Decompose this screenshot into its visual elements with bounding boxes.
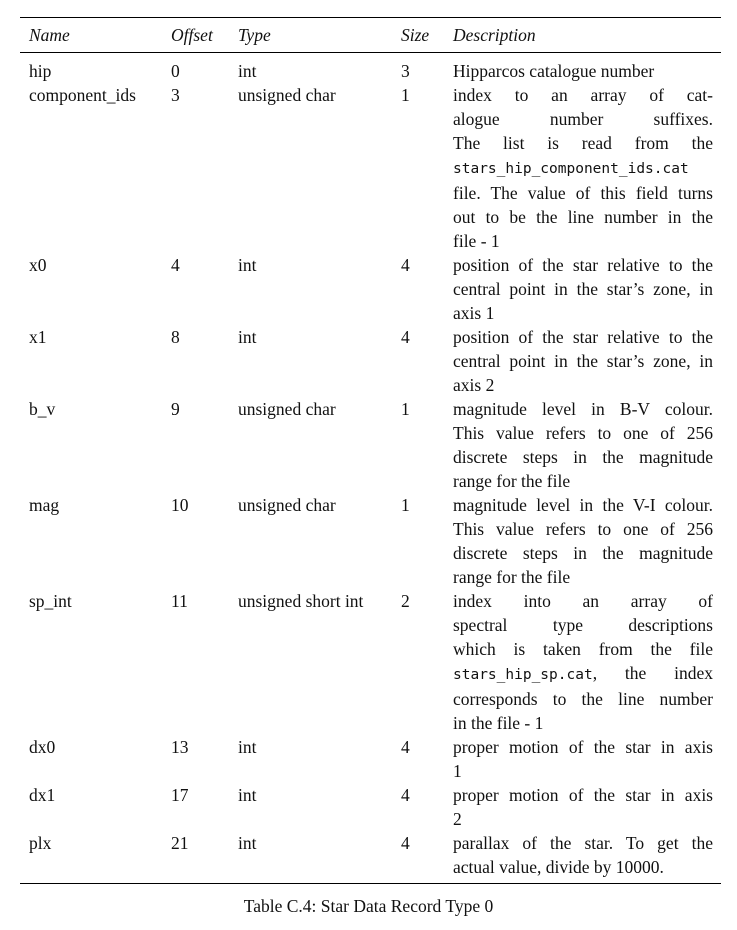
cell-size: 4 <box>401 327 410 347</box>
table-row <box>20 59 721 83</box>
cell-name: dx0 <box>29 737 56 757</box>
cell-name: dx1 <box>29 785 56 805</box>
description-line: file. The value of this field turns <box>453 183 713 203</box>
table-row <box>20 325 721 397</box>
description-line: corresponds to the line number <box>453 689 713 709</box>
cell-offset: 9 <box>171 399 180 419</box>
cell-size: 1 <box>401 85 410 105</box>
description-line: Hipparcos catalogue number <box>453 61 655 81</box>
description-line: file - 1 <box>453 231 500 251</box>
table-row <box>20 735 721 783</box>
description-line: discrete steps in the magnitude <box>453 543 713 563</box>
cell-size: 4 <box>401 255 410 275</box>
description-line: central point in the star’s zone, in <box>453 279 713 299</box>
cell-size: 4 <box>401 785 410 805</box>
table-header <box>20 18 721 53</box>
cell-offset: 4 <box>171 255 180 275</box>
description-line: The list is read from the <box>453 133 713 153</box>
description-line: axis 1 <box>453 303 495 323</box>
cell-type: int <box>238 61 257 81</box>
description-line: stars_hip_component_ids.cat <box>453 161 689 177</box>
header-type: Type <box>238 25 271 45</box>
cell-name: hip <box>29 61 52 81</box>
table-row <box>20 493 721 589</box>
description-line: range for the file <box>453 567 571 587</box>
cell-name: x0 <box>29 255 47 275</box>
cell-type: int <box>238 327 257 347</box>
description-line: index into an array of <box>453 591 713 611</box>
description-line: 1 <box>453 761 462 781</box>
cell-type: int <box>238 833 257 853</box>
cell-description <box>453 783 713 831</box>
cell-description <box>453 325 713 397</box>
header-size: Size <box>401 25 430 45</box>
cell-description <box>453 397 713 493</box>
cell-description <box>453 493 713 589</box>
header-name: Name <box>29 25 70 45</box>
description-line: stars_hip_sp.cat, the index <box>453 663 713 683</box>
cell-type: unsigned char <box>238 85 336 105</box>
description-line: axis 2 <box>453 375 495 395</box>
table-row <box>20 397 721 493</box>
cell-size: 4 <box>401 737 410 757</box>
cell-type: unsigned char <box>238 495 336 515</box>
cell-description <box>453 59 713 83</box>
cell-type: unsigned char <box>238 399 336 419</box>
table-row <box>20 783 721 831</box>
cell-name: b_v <box>29 399 56 419</box>
cell-description <box>453 831 713 879</box>
cell-name: x1 <box>29 327 47 347</box>
header-description: Description <box>453 25 536 45</box>
table-caption: Table C.4: Star Data Record Type 0 <box>243 896 494 916</box>
description-line: spectral type descriptions <box>453 615 713 635</box>
cell-offset: 0 <box>171 61 180 81</box>
description-line: This value refers to one of 256 <box>453 519 713 539</box>
cell-size: 3 <box>401 61 410 81</box>
description-line: parallax of the star. To get the <box>453 833 713 853</box>
description-line: proper motion of the star in axis <box>453 785 713 805</box>
cell-offset: 21 <box>171 833 189 853</box>
cell-description <box>453 253 713 325</box>
table-row <box>20 831 721 879</box>
table-row <box>20 589 721 735</box>
cell-type: int <box>238 785 257 805</box>
cell-size: 4 <box>401 833 410 853</box>
cell-offset: 13 <box>171 737 189 757</box>
description-line: in the file - 1 <box>453 713 544 733</box>
cell-offset: 11 <box>171 591 188 611</box>
cell-offset: 3 <box>171 85 180 105</box>
cell-size: 1 <box>401 495 410 515</box>
table-row <box>20 83 721 253</box>
cell-name: sp_int <box>29 591 72 611</box>
cell-size: 2 <box>401 591 410 611</box>
description-line: range for the file <box>453 471 571 491</box>
description-line: position of the star relative to the <box>453 255 713 275</box>
cell-name: component_ids <box>29 85 136 105</box>
cell-type: int <box>238 737 257 757</box>
star-data-table <box>20 17 721 884</box>
cell-description <box>453 83 713 253</box>
cell-description <box>453 589 713 735</box>
description-line: central point in the star’s zone, in <box>453 351 713 371</box>
description-line: proper motion of the star in axis <box>453 737 713 757</box>
cell-offset: 10 <box>171 495 189 515</box>
cell-name: plx <box>29 833 52 853</box>
cell-type: unsigned short int <box>238 591 364 611</box>
table-row <box>20 253 721 325</box>
description-line: magnitude level in B-V colour. <box>453 399 713 419</box>
description-line: index to an array of cat- <box>453 85 713 105</box>
table-body <box>20 53 721 883</box>
description-line: actual value, divide by 10000. <box>453 857 664 877</box>
description-line: alogue number suffixes. <box>453 109 713 129</box>
description-line: 2 <box>453 809 462 829</box>
cell-offset: 8 <box>171 327 180 347</box>
description-line: position of the star relative to the <box>453 327 713 347</box>
description-line: which is taken from the file <box>453 639 713 659</box>
description-line: magnitude level in the V-I colour. <box>453 495 713 515</box>
header-offset: Offset <box>171 25 213 45</box>
cell-size: 1 <box>401 399 410 419</box>
description-line: out to be the line number in the <box>453 207 713 227</box>
description-line: discrete steps in the magnitude <box>453 447 713 467</box>
description-line: This value refers to one of 256 <box>453 423 713 443</box>
cell-offset: 17 <box>171 785 189 805</box>
cell-name: mag <box>29 495 60 515</box>
cell-description <box>453 735 713 783</box>
cell-type: int <box>238 255 257 275</box>
